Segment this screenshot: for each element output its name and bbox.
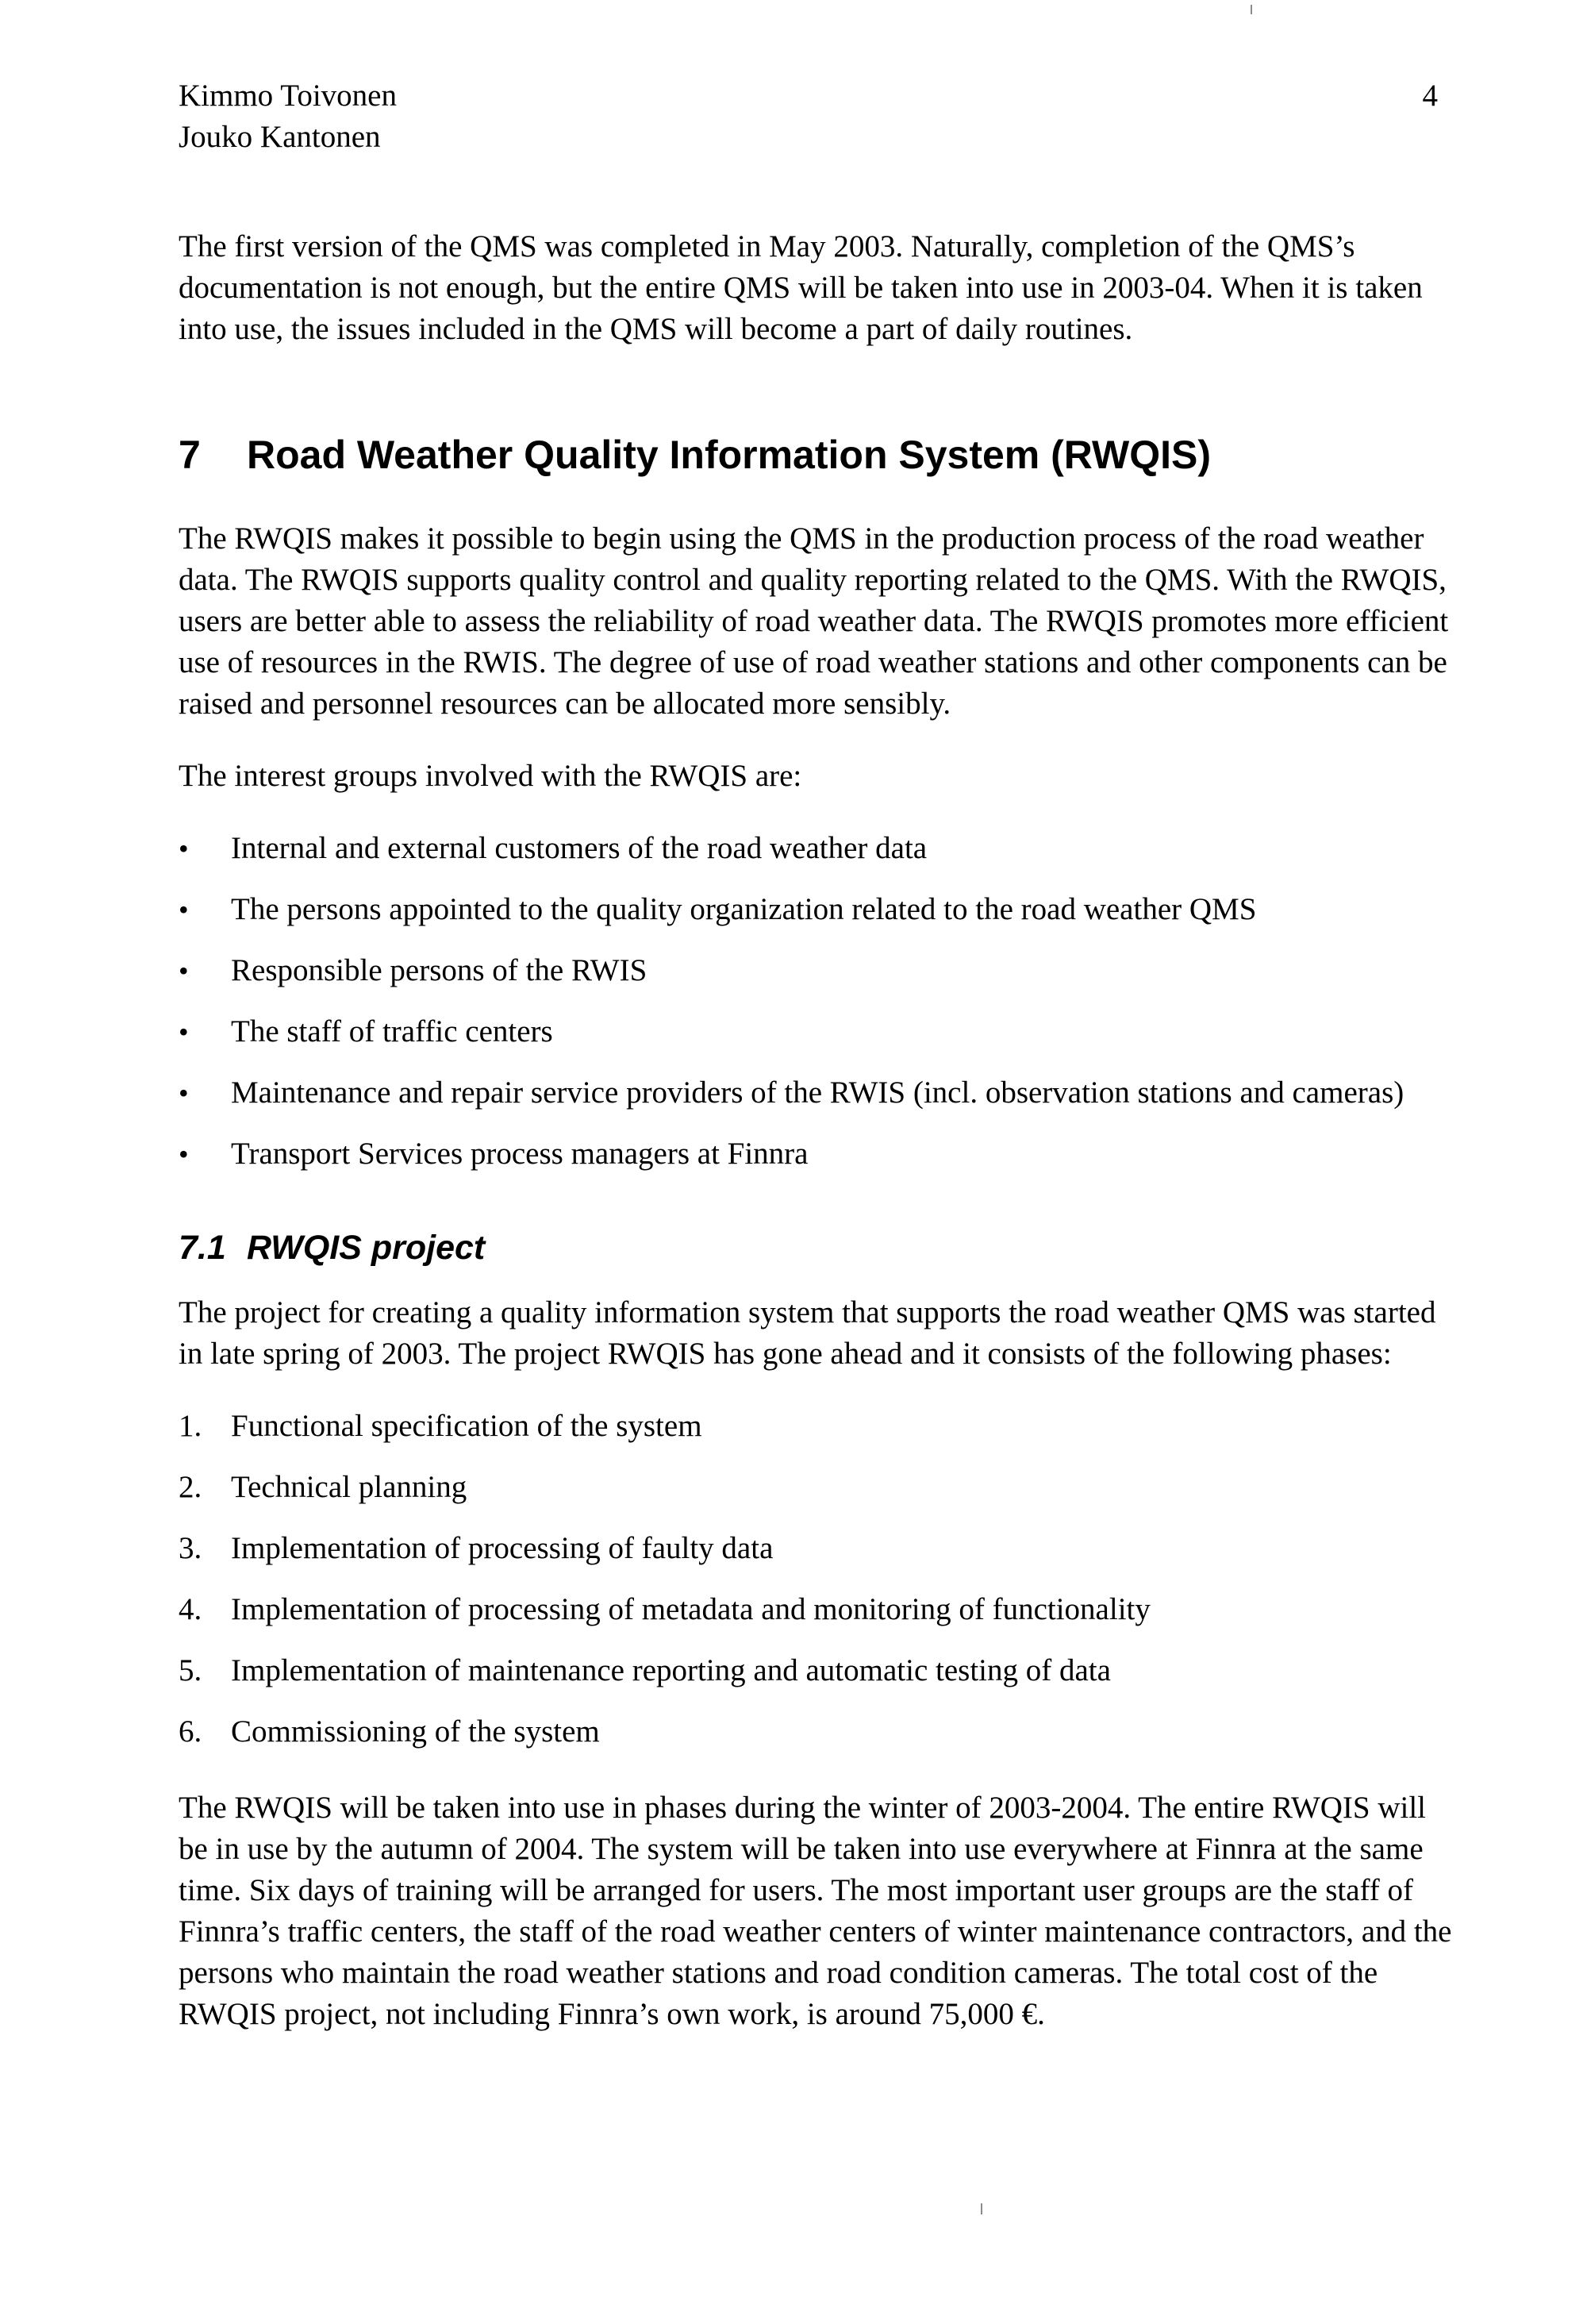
list-item [179,1406,1458,1447]
list-number: 6. [179,1714,202,1749]
interest-groups-intro: The interest groups involved with the RWQIS are: [179,759,802,793]
section-7-1-number: 7.1 [179,1229,226,1267]
list-item-text: Transport Services process managers at Finnra [231,1137,809,1171]
bullet-icon: • [179,1138,189,1170]
page-header [179,75,1458,158]
list-item [179,889,1458,930]
list-item [179,1072,1458,1114]
closing-paragraph: The RWQIS will be taken into use in phases during the winter of 2003-2004. The entire RWQIS will be in use by the autumn of 2004. The system will be taken into use everywhere at Finnra at the same time. Six days of training will be arranged for users. The most important user groups are the staff of Finnra’s traffic centers, the staff of the road weather centers of winter maintenance contractors, and the persons who maintain the road weather stations and road condition cameras. The total cost of the RWQIS project, not including Finnra’s own work, is around 75,000 €. [179,1791,1452,2031]
list-item [179,950,1458,991]
bullet-icon: • [179,955,189,987]
list-item-text: Implementation of processing of metadata and monitoring of functionality [231,1592,1151,1626]
intro-paragraph: The first version of the QMS was completed in May 2003. Naturally, completion of the QMS’s documentation is not enough, but the entire QMS will be taken into use in 2003-04. When it is taken into use, the issues included in the QMS will become a part of daily routines. [179,229,1423,346]
list-item-text: Functional specification of the system [231,1409,702,1443]
list-item-text: Commissioning of the system [231,1714,600,1749]
list-item-text: Maintenance and repair service providers of the RWIS (incl. observation stations and cameras) [231,1075,1404,1110]
section-7-1-heading [179,1227,1458,1268]
list-item-text: Internal and external customers of the road weather data [231,831,928,865]
bullet-icon: • [179,833,189,864]
list-item [179,1011,1458,1052]
list-item [179,1467,1458,1508]
list-item-text: Implementation of maintenance reporting and automatic testing of data [231,1653,1111,1687]
section-7-1-title: RWQIS project [247,1229,486,1267]
list-item [179,1133,1458,1175]
list-item [179,1589,1458,1630]
list-number: 5. [179,1653,202,1687]
list-item [179,828,1458,869]
list-number: 4. [179,1592,202,1626]
list-number: 1. [179,1409,202,1443]
author-name-2: Jouko Kantonen [179,120,381,154]
list-item [179,1528,1458,1569]
page-number: 4 [1422,79,1438,113]
phases-list [179,1406,1458,1753]
list-number: 2. [179,1470,202,1504]
list-item-text: Implementation of processing of faulty data [231,1531,774,1565]
section-7-number: 7 [179,433,201,477]
list-number: 3. [179,1531,202,1565]
section-7-title: Road Weather Quality Information System (RWQIS) [247,433,1211,477]
bullet-icon: • [179,1016,189,1048]
bullet-icon: • [179,894,189,925]
list-item-text: The staff of traffic centers [231,1014,553,1048]
section-7-heading [179,431,1458,479]
page-content [179,75,1458,2066]
interest-groups-list [179,828,1458,1175]
list-item [179,1711,1458,1753]
list-item-text: The persons appointed to the quality organization related to the road weather QMS [231,892,1257,926]
rwqis-paragraph: The RWQIS makes it possible to begin using the QMS in the production process of the road weather data. The RWQIS supports quality control and quality reporting related to the QMS. With the RWQIS, users are better able to assess the reliability of road weather data. The RWQIS promotes more efficient use of resources in the RWIS. The degree of use of road weather stations and other components can be raised and personnel resources can be allocated more sensibly. [179,521,1449,721]
list-item [179,1650,1458,1691]
list-item-text: Technical planning [231,1470,467,1504]
scan-artifact [981,2203,982,2214]
bullet-icon: • [179,1077,189,1109]
project-paragraph: The project for creating a quality information system that supports the road weather QMS was started in late spring of 2003. The project RWQIS has gone ahead and it consists of the following phases: [179,1295,1436,1371]
list-item-text: Responsible persons of the RWIS [231,953,647,987]
author-name-1: Kimmo Toivonen [179,79,397,113]
scan-artifact [1251,5,1252,14]
